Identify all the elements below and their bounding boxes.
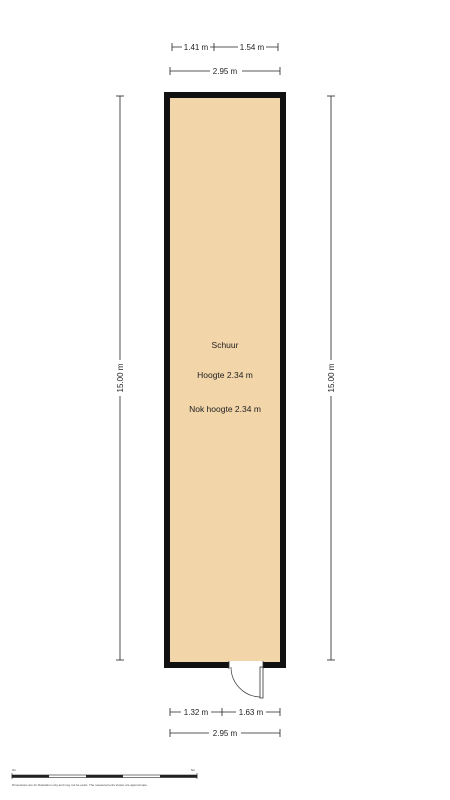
dim-right-side: 15.00 m xyxy=(327,363,336,393)
room-floor-schuur xyxy=(170,98,280,662)
footer-disclaimer: Dimensions are for illustration only and may not be exact. The measurements shown are approximate. xyxy=(12,783,148,787)
dim-top-total: 2.95 m xyxy=(212,67,238,76)
scale-bar xyxy=(12,773,197,779)
door-swing-arc xyxy=(231,667,260,697)
dim-bottom-total: 2.95 m xyxy=(212,729,238,738)
room-name: Schuur xyxy=(211,340,239,350)
door-leaf xyxy=(260,667,263,698)
room-ridge-height: Nok hoogte 2.34 m xyxy=(189,404,261,414)
dim-left-side: 15.00 m xyxy=(116,363,125,393)
door-opening xyxy=(229,661,263,669)
dim-bottom-left: 1.32 m xyxy=(183,708,209,717)
scale-end-label: 5m xyxy=(191,768,196,772)
dim-top-left: 1.41 m xyxy=(183,43,209,52)
dim-bottom-right: 1.63 m xyxy=(238,708,264,717)
dim-top-right: 1.54 m xyxy=(239,43,265,52)
scale-start-label: 0m xyxy=(12,768,17,772)
room-height: Hoogte 2.34 m xyxy=(197,370,253,380)
